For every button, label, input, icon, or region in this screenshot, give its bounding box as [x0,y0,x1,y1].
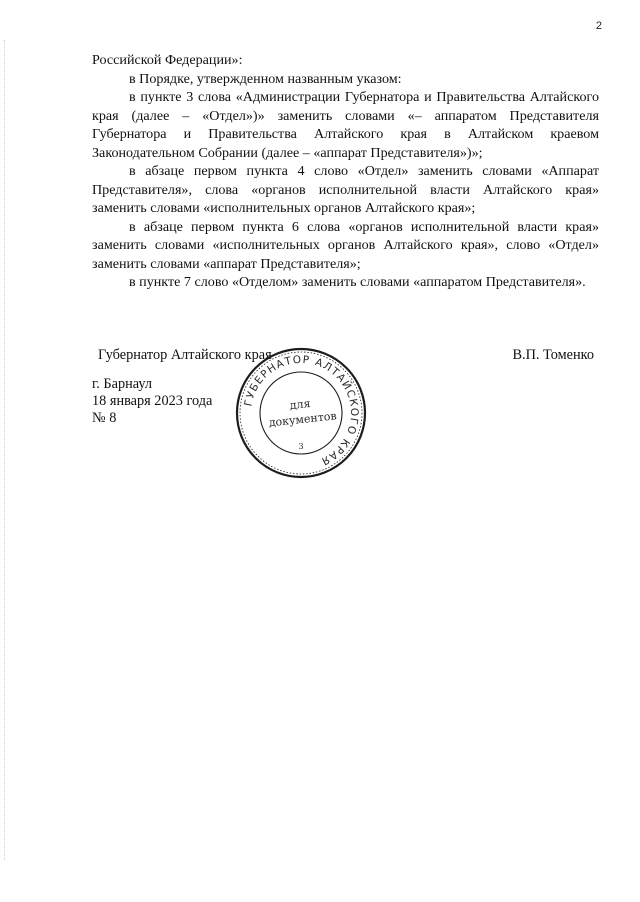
signer-title: Губернатор Алтайского края [98,347,272,363]
stamp-center-line2: документов [268,409,338,430]
paragraph-point-4: в абзаце первом пункта 4 слово «Отдел» заменить словами «Аппарат Представителя», слова «органов исполнительной власти Алтайского края» заменить словами «исполнительных органов Алтайского края»; [92,163,599,216]
place-label: г. Барнаул [92,376,153,392]
stamp-center-line1: для [289,397,312,413]
paragraph-point-3: в пункте 3 слова «Администрации Губернатора и Правительства Алтайского края (далее – «Отдел»)» заменить словами «– аппаратом Представителя Губернатора и Правительства Алтайского края в Алтайском краевом Законодательном Собрании (далее – «аппарат Представителя»)»; [92,89,599,161]
document-number: № 8 [92,410,117,426]
signer-name: В.П. Томенко [512,347,594,363]
document-body [92,51,599,292]
scan-edge-marks [4,40,7,860]
paragraph-order-intro: в Порядке, утвержденном названным указом: [129,70,402,87]
stamp-seal-icon [234,346,368,480]
stamp-bottom-number: 3 [298,442,304,451]
place-date-block [92,376,212,427]
paragraph-point-6: в абзаце первом пункта 6 слова «органов исполнительной власти края» заменить словами «исполнительных органов Алтайского края», слово «Отдел» заменить словами «аппарат Представителя»; [92,218,599,272]
official-stamp [234,346,368,480]
date-label: 18 января 2023 года [92,393,213,409]
paragraph-point-7: в пункте 7 слово «Отделом» заменить словами «аппаратом Представителя». [129,274,586,290]
stamp-ring-text: ГУБЕРНАТОР АЛТАЙСКОГО КРАЯ [242,353,361,468]
paragraph-continuation: Российской Федерации»: [92,52,243,68]
page-number: 2 [595,20,602,32]
